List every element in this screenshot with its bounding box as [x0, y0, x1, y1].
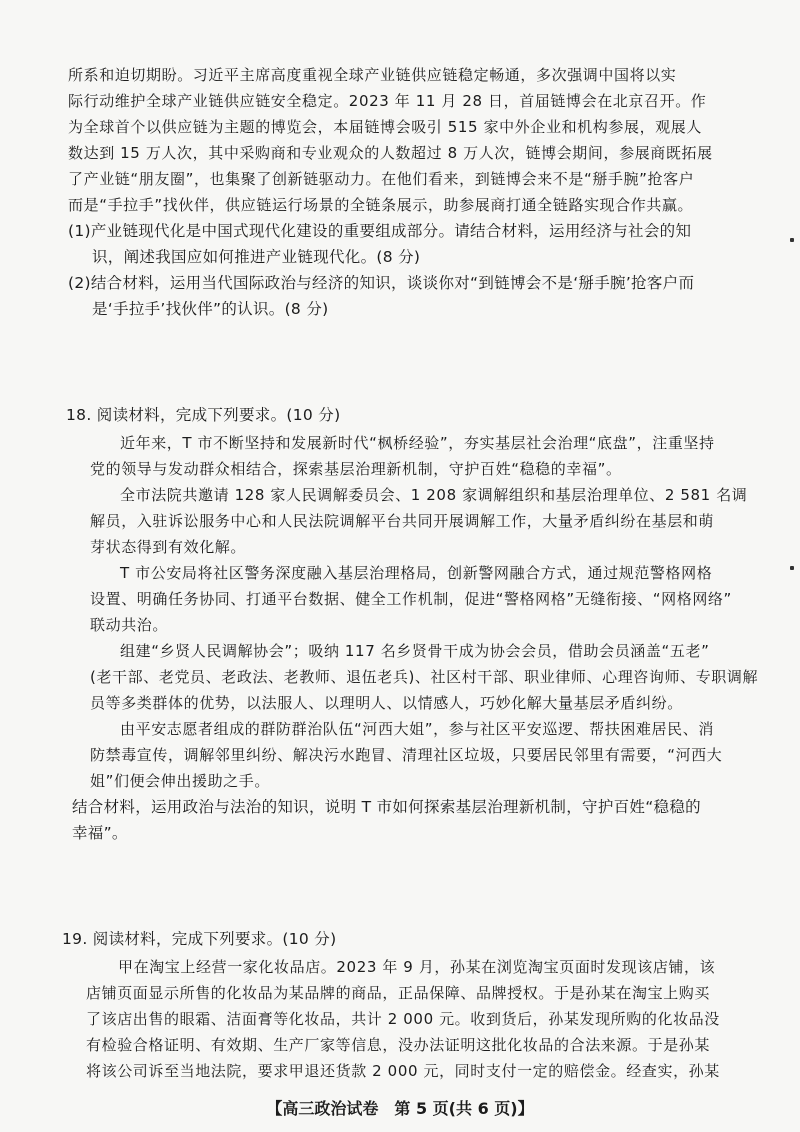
page-footer: 【高三政治试卷 第 5 页(共 6 页)】: [266, 1099, 534, 1118]
q17-sub1-question: (1)产业链现代化是中国式现代化建设的重要组成部分。请结合材料，运用经济与社会的知: [68, 222, 692, 240]
q18-material-line: 党的领导与发动群众相结合，探索基层治理新机制，守护百姓“稳稳的幸福”。: [90, 460, 622, 478]
q18-material-line: 由平安志愿者组成的群防群治队伍“河西大姐”，参与社区平安巡逻、帮扶困难居民、消: [120, 720, 714, 738]
q17-material-line: 所系和迫切期盼。习近平主席高度重视全球产业链供应链稳定畅通，多次强调中国将以实: [68, 66, 677, 84]
q19-material-line: 甲在淘宝上经营一家化妆品店。2023 年 9 月，孙某在浏览淘宝页面时发现该店铺，该: [118, 958, 716, 976]
q19-material-line: 店铺页面显示所售的化妆品为某品牌的商品，正品保障、品牌授权。于是孙某在淘宝上购买: [86, 984, 711, 1002]
scan-mark: [790, 566, 794, 570]
q18-material-line: T 市公安局将社区警务深度融入基层治理格局，创新警网融合方式，通过规范警格网格: [120, 564, 713, 582]
q18-material-line: 姐”们便会伸出援助之手。: [90, 772, 270, 790]
q18-heading: 18. 阅读材料，完成下列要求。(10 分): [66, 406, 341, 424]
q18-material-line: 设置、明确任务协同、打通平台数据、健全工作机制，促进“警格网格”无缝衔接、“网格网络”: [90, 590, 732, 608]
q18-material-line: 联动共治。: [90, 616, 169, 634]
q18-material-line: 芽状态得到有效化解。: [90, 538, 247, 556]
q17-material-line: 而是“手拉手”找伙伴，供应链运行场景的全链条展示，助参展商打通全链路实现合作共赢。: [68, 196, 694, 214]
q19-material-line: 将该公司诉至当地法院，要求甲退还货款 2 000 元，同时支付一定的赔偿金。经查实，孙某: [86, 1062, 720, 1080]
q19-material-line: 有检验合格证明、有效期、生产厂家等信息，没办法证明这批化妆品的合法来源。于是孙某: [86, 1036, 711, 1054]
q19-material-line: 了该店出售的眼霜、洁面膏等化妆品，共计 2 000 元。收到货后，孙某发现所购的化妆品没: [86, 1010, 720, 1028]
q17-sub1-question-cont: 识，阐述我国应如何推进产业链现代化。(8 分): [92, 248, 421, 266]
q18-material-line: 组建“乡贤人民调解协会”；吸纳 117 名乡贤骨干成为协会会员，借助会员涵盖“五老”: [120, 642, 710, 660]
q18-material-line: 近年来，T 市不断坚持和发展新时代“枫桥经验”，夯实基层社会治理“底盘”，注重坚持: [120, 434, 715, 452]
q18-material-line: (老干部、老党员、老政法、老教师、退伍老兵)、社区村干部、职业律师、心理咨询师、专职调解: [90, 668, 759, 686]
q17-material-line: 数达到 15 万人次，其中采购商和专业观众的人数超过 8 万人次，链博会期间，参展商既拓展: [68, 144, 713, 162]
q18-question: 结合材料，运用政治与法治的知识，说明 T 市如何探索基层治理新机制，守护百姓“稳稳的: [72, 798, 701, 816]
q18-material-line: 全市法院共邀请 128 家人民调解委员会、1 208 家调解组织和基层治理单位、2 581 名调: [120, 486, 748, 504]
q18-question-cont: 幸福”。: [72, 824, 128, 842]
scan-mark: [790, 238, 794, 242]
q17-sub2-question-cont: 是‘手拉手’找伙伴”的认识。(8 分): [92, 300, 329, 318]
q17-material-line: 为全球首个以供应链为主题的博览会，本届链博会吸引 515 家中外企业和机构参展，观展人: [68, 118, 702, 136]
q18-material-line: 防禁毒宣传，调解邻里纠纷、解决污水跑冒、清理社区垃圾，只要居民邻里有需要，“河西大: [90, 746, 723, 764]
q17-material-line: 了产业链“朋友圈”，也集聚了创新链驱动力。在他们看来，到链博会来不是“掰手腕”抢客户: [68, 170, 695, 188]
q17-sub2-question: (2)结合材料，运用当代国际政治与经济的知识，谈谈你对“到链博会不是‘掰手腕’抢客户而: [68, 274, 695, 292]
q17-material-line: 际行动维护全球产业链供应链安全稳定。2023 年 11 月 28 日，首届链博会在北京召开。作: [68, 92, 707, 110]
q18-material-line: 解员，入驻诉讼服务中心和人民法院调解平台共同开展调解工作，大量矛盾纠纷在基层和萌: [90, 512, 715, 530]
q19-heading: 19. 阅读材料，完成下列要求。(10 分): [62, 930, 337, 948]
q18-material-line: 员等多类群体的优势，以法服人、以理明人、以情感人，巧妙化解大量基层矛盾纠纷。: [90, 694, 683, 712]
